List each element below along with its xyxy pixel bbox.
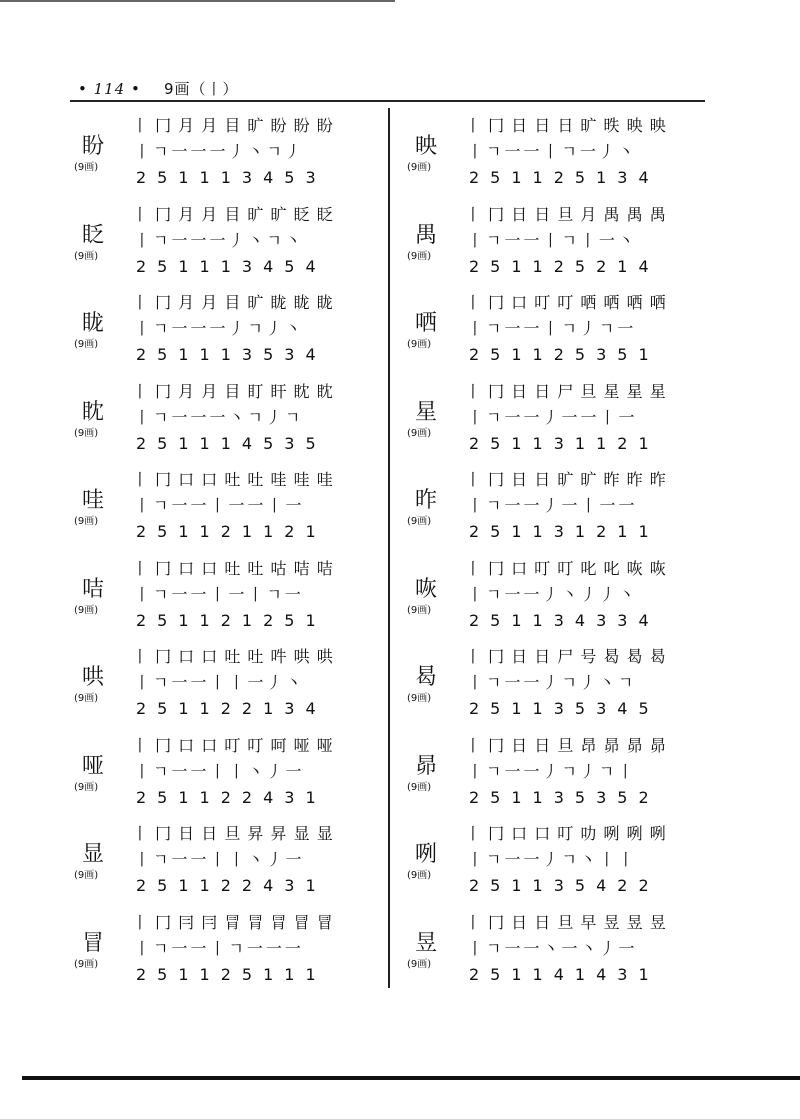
stroke-codes: 251122431 [136, 787, 327, 807]
stroke-shapes: 丨ㄱ一一一丿丶ㄱ丿 [134, 142, 304, 161]
entry-character: 禺 [415, 222, 438, 248]
stroke-codes: 251131121 [469, 433, 660, 453]
stroke-shapes: 丨ㄱ一一丿ㄱ丿ㄱ丨 [467, 761, 637, 781]
entry [72, 466, 362, 555]
entry-character: 昱 [415, 930, 438, 956]
stroke-shapes: 丨ㄱ一一一丿ㄱ丿丶 [134, 319, 304, 338]
stroke-codes: 251135422 [469, 876, 660, 895]
entry [405, 643, 695, 732]
stroke-shapes: 丨ㄱ一一丿一丨一一 [467, 496, 638, 515]
entry [405, 289, 695, 378]
stroke-build-sequence: 丨 冂 口 叮 叮 叱 叱 咴 咴 [465, 558, 667, 578]
stroke-codes: 251134334 [469, 610, 660, 630]
stroke-count-note: (9画) [74, 162, 99, 173]
stroke-codes: 251135352 [469, 787, 660, 807]
stroke-count-note: (9画) [407, 427, 432, 439]
entry [405, 909, 695, 998]
stroke-shapes: 丨ㄱ一一丨ㄱ一丿丶 [467, 142, 637, 161]
entry [72, 820, 362, 909]
stroke-count-note: (9画) [74, 958, 99, 970]
stroke-build-sequence: 丨 冂 日 日 旦 早 昱 昱 昱 [465, 912, 667, 932]
stroke-count-note: (9画) [407, 958, 432, 970]
stroke-count-note: (9画) [74, 250, 99, 262]
stroke-build-sequence: 丨 冂 口 口 吐 吐 吽 哄 哄 [132, 647, 334, 666]
section-title: 9画（丨） [163, 80, 239, 98]
entry-character: 眬 [82, 311, 105, 336]
stroke-shapes: 丨ㄱ一一一丿丶ㄱ丶 [134, 230, 304, 250]
stroke-shapes: 丨ㄱ一一丨丨丶丿一 [134, 761, 305, 781]
entry [72, 112, 362, 201]
stroke-build-sequence: 丨 冂 月 月 目 旷 盼 盼 盼 [132, 116, 334, 135]
entry-character: 昨 [415, 488, 438, 513]
stroke-codes: 251113534 [136, 345, 327, 364]
entry-character: 曷 [415, 665, 438, 690]
stroke-codes: 251121251 [136, 610, 327, 630]
stroke-codes: 251113453 [136, 168, 327, 187]
entry-character: 咴 [415, 576, 438, 602]
stroke-build-sequence: 丨 冂 口 口 叮 叻 咧 咧 咧 [465, 824, 667, 843]
stroke-codes: 251121121 [136, 522, 327, 541]
right-column [405, 112, 695, 997]
stroke-codes: 251141431 [469, 964, 660, 984]
entry-character: 昴 [415, 753, 438, 779]
entry-character: 咧 [415, 842, 438, 867]
stroke-count-note: (9画) [74, 604, 99, 616]
stroke-build-sequence: 丨 冂 口 口 吐 吐 哇 哇 哇 [132, 470, 334, 489]
entry [405, 112, 695, 201]
entry [72, 909, 362, 998]
stroke-build-sequence: 丨 冂 日 日 尸 旦 星 星 星 [465, 381, 667, 401]
stroke-codes: 251131211 [469, 522, 660, 541]
stroke-count-note: (9画) [407, 604, 432, 616]
stroke-count-note: (9画) [407, 870, 432, 881]
page-header [78, 78, 239, 99]
stroke-build-sequence: 丨 冂 日 日 旷 旷 昨 昨 昨 [465, 470, 667, 489]
stroke-count-note: (9画) [407, 339, 432, 350]
stroke-shapes: 丨ㄱ一一丶一丶丿一 [467, 938, 638, 958]
top-edge-rule [0, 0, 395, 2]
stroke-count-note: (9画) [407, 693, 432, 704]
entry [405, 378, 695, 467]
stroke-count-note: (9画) [74, 339, 99, 350]
stroke-shapes: 丨ㄱ一一丿ㄱ丶丨丨 [467, 850, 637, 869]
stroke-count-note: (9画) [74, 870, 99, 881]
stroke-codes: 251135345 [469, 699, 660, 718]
stroke-count-note: (9画) [74, 427, 99, 439]
entry-character: 盼 [82, 134, 105, 159]
entry-character: 星 [415, 399, 438, 425]
stroke-shapes: 丨ㄱ一一丨ㄱ一一一 [134, 938, 304, 958]
stroke-build-sequence: 丨 冂 日 日 旦 昇 昇 显 显 [132, 824, 334, 843]
entry-character: 冒 [82, 930, 105, 956]
stroke-build-sequence: 丨 冂 冃 冃 冐 冐 冐 冒 冒 [132, 912, 334, 932]
entry-character: 哇 [82, 488, 105, 513]
entry [405, 732, 695, 821]
left-column [72, 112, 362, 997]
stroke-build-sequence: 丨 冂 口 口 吐 吐 咕 咭 咭 [132, 558, 334, 578]
entry-character: 哑 [82, 753, 105, 779]
bottom-rule [22, 1076, 800, 1080]
stroke-shapes: 丨ㄱ一一丨ㄱ丿ㄱ一 [467, 319, 637, 338]
entry-character: 映 [415, 134, 438, 159]
stroke-count-note: (9画) [74, 693, 99, 704]
entry [72, 289, 362, 378]
entry-character: 眈 [82, 399, 105, 425]
entry-character: 显 [82, 842, 105, 867]
stroke-shapes: 丨ㄱ一一丨丨一丿丶 [134, 673, 305, 692]
entry [72, 732, 362, 821]
stroke-shapes: 丨ㄱ一一丨一一丨一 [134, 496, 305, 515]
stroke-shapes: 丨ㄱ一一丨一丨ㄱ一 [134, 584, 304, 604]
entry [72, 643, 362, 732]
stroke-shapes: 丨ㄱ一一丨ㄱ丨一丶 [467, 230, 637, 250]
stroke-codes: 251125351 [469, 345, 660, 364]
stroke-build-sequence: 丨 冂 口 口 叮 叮 呵 哑 哑 [132, 735, 334, 755]
stroke-codes: 251125134 [469, 168, 660, 187]
stroke-shapes: 丨ㄱ一一丿丶丿丿丶 [467, 584, 638, 604]
stroke-shapes: 丨ㄱ一一丿ㄱ丿丶ㄱ [467, 673, 637, 692]
entry [405, 555, 695, 644]
entry [405, 466, 695, 555]
stroke-count-note: (9画) [407, 162, 432, 173]
stroke-build-sequence: 丨 冂 口 叮 叮 哂 哂 哂 哂 [465, 293, 667, 312]
stroke-build-sequence: 丨 冂 日 日 日 旷 昳 映 映 [465, 116, 667, 135]
stroke-count-note: (9画) [74, 516, 99, 527]
stroke-codes: 251122431 [136, 876, 327, 895]
stroke-codes: 251114535 [136, 433, 327, 453]
stroke-build-sequence: 丨 冂 月 月 目 盯 盰 眈 眈 [132, 381, 334, 401]
stroke-codes: 251125111 [136, 964, 327, 984]
entry [72, 201, 362, 290]
stroke-build-sequence: 丨 冂 月 月 目 旷 旷 眨 眨 [132, 204, 334, 224]
stroke-build-sequence: 丨 冂 日 日 尸 号 曷 曷 曷 [465, 647, 667, 666]
entry [72, 555, 362, 644]
column-divider [388, 108, 390, 988]
header-rule [70, 100, 705, 102]
stroke-build-sequence: 丨 冂 日 日 旦 月 禺 禺 禺 [465, 204, 667, 224]
stroke-shapes: 丨ㄱ一一丨丨丶丿一 [134, 850, 305, 869]
stroke-count-note: (9画) [407, 781, 432, 793]
stroke-build-sequence: 丨 冂 日 日 旦 昂 昴 昴 昴 [465, 735, 667, 755]
stroke-codes: 251125214 [469, 256, 660, 276]
stroke-shapes: 丨ㄱ一一一丶ㄱ丿ㄱ [134, 407, 304, 427]
stroke-codes: 251122134 [136, 699, 327, 718]
entry [405, 820, 695, 909]
entry [405, 201, 695, 290]
stroke-shapes: 丨ㄱ一一丿一一丨一 [467, 407, 638, 427]
stroke-build-sequence: 丨 冂 月 月 目 旷 眬 眬 眬 [132, 293, 334, 312]
stroke-count-note: (9画) [407, 516, 432, 527]
entry-character: 哄 [82, 665, 105, 690]
stroke-count-note: (9画) [74, 781, 99, 793]
entry [72, 378, 362, 467]
page-number: • 114 • [78, 80, 141, 98]
entry-character: 眨 [82, 222, 105, 248]
stroke-codes: 251113454 [136, 256, 327, 276]
entry-character: 哂 [415, 311, 438, 336]
stroke-count-note: (9画) [407, 250, 432, 262]
entry-character: 咭 [82, 576, 105, 602]
